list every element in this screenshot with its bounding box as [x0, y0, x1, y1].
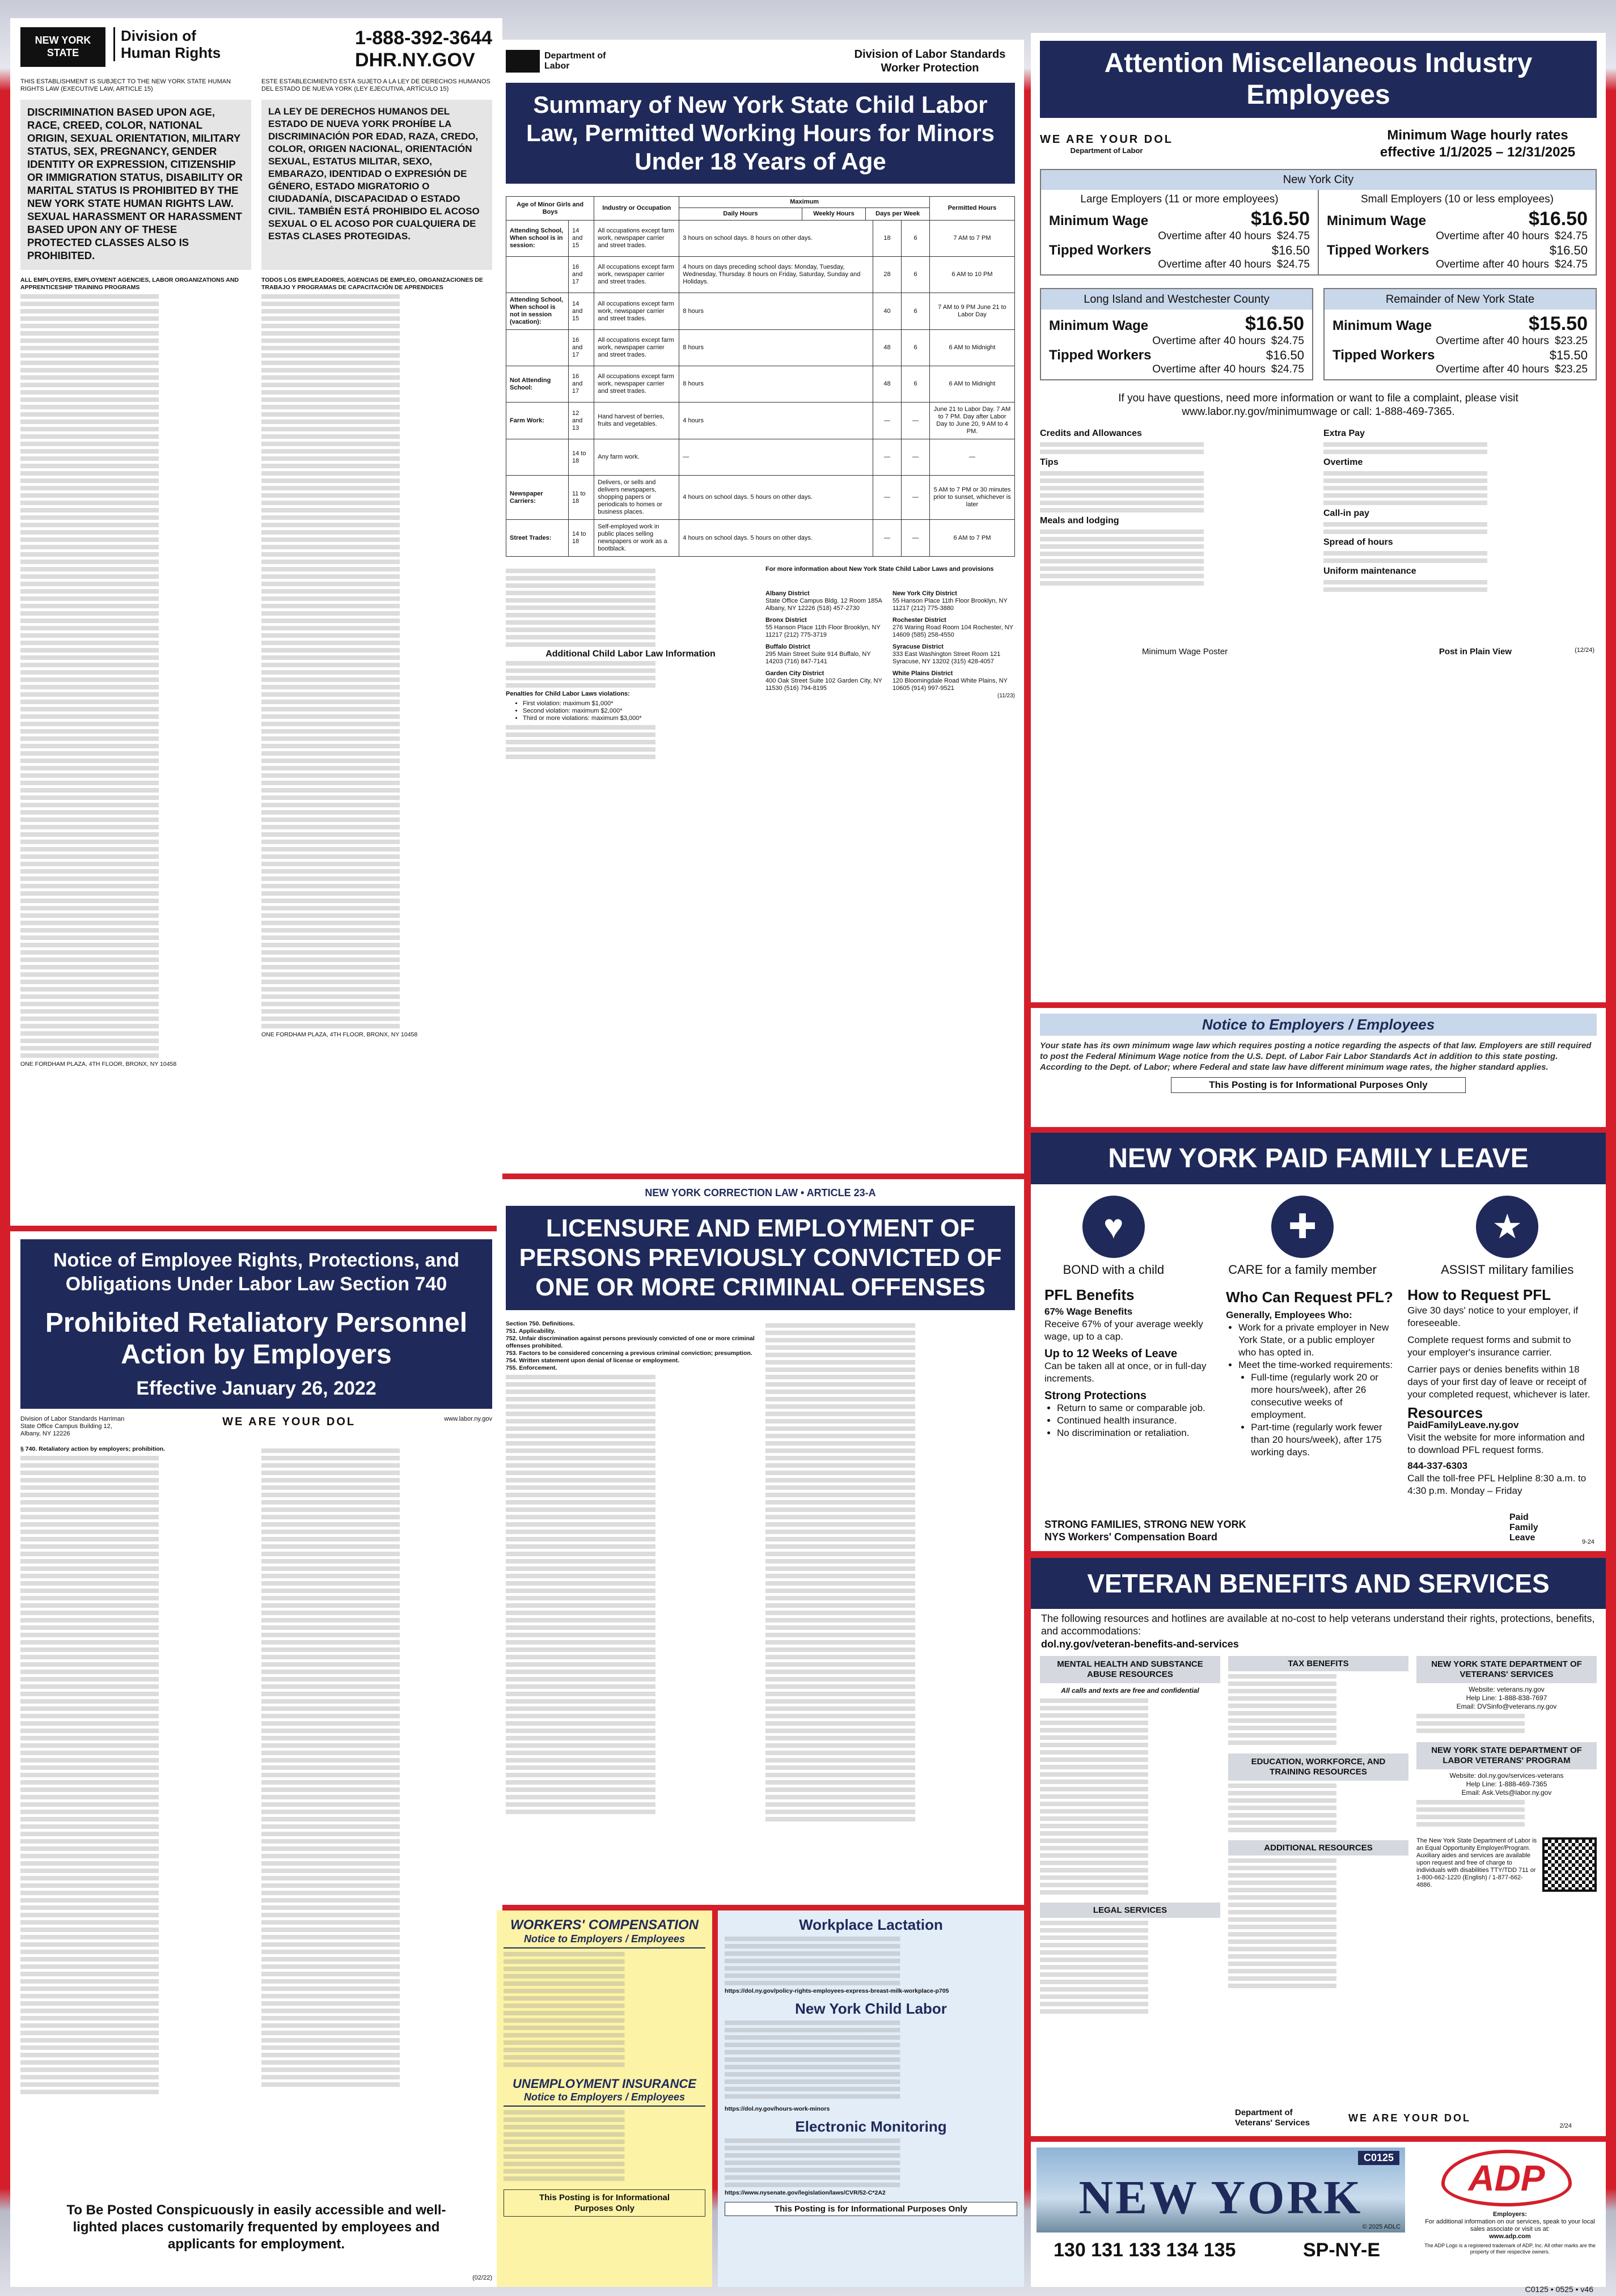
table-cell	[506, 439, 569, 476]
we-are-your-dol: WE ARE YOUR DOL	[1040, 133, 1174, 146]
notice-foot: This Posting is for Informational Purposes Only	[1171, 1077, 1466, 1093]
table-row	[506, 476, 1015, 520]
district-office: White Plains District 120 Bloomingdale Road White Plains, NY 10605 (914) 997-9521	[892, 670, 1008, 692]
table-cell: 14 to 18	[569, 439, 594, 476]
bond-label: BOND with a child	[1063, 1263, 1165, 1277]
pfl-panel: NEW YORK PAID FAMILY LEAVE ♥ BOND with a child ✚ CARE for a family member ★ ASSIST military families PFL Benefits 67% Wage Benefits Receive 67% of your average weekly wage, up to a cap. Up to 12 Weeks of Leave Can be taken all at once, or in full-day increments. Strong Protections • Return to same or comparable job. • Continued health insurance. • No discrimination or retaliation. Who Can Request PFL? Generally, Employees Who: • Work for a private employer in New York State, or a public employer who has opted in. • Meet the time-worked requirements: • Full-time (regularly work 20 or more hours/week), after 26 consecutive weeks of employment. • Part-time (regularly work fewer than 20 hours/week), after 175 working days. How to Request PFL Give 30 days' notice to your employer, if foreseeable. Complete request forms and submit to your employer's insurance carrier. Carrier pays or denies benefits within 18 days of your first day of leave or receipt of your completed request, whichever is later. Resources PaidFamilyLeave.ny.gov Visit the website for more information and to download PFL request forms. 844-337-6303 Call the toll-free PFL Helpline 8:30 a.m. to 4:30 p.m. Monday – Friday STRONG FAMILIES, STRONG NEW YORK NYS Workers' Compensation Board Paid Family Leave 9-24	[1031, 1133, 1606, 1551]
version-code: C0125 • 0525 • v46	[1525, 2285, 1593, 2294]
table-cell: Any farm work.	[594, 439, 679, 476]
form-code: C0125	[1358, 2151, 1399, 2165]
district-office: Syracuse District 333 East Washington Street Room 121 Syracuse, NY 13202 (315) 428-4057	[892, 643, 1001, 665]
table-cell: 40	[873, 293, 902, 330]
penalties-title: Penalties for Child Labor Laws violations:	[506, 691, 630, 697]
table-cell	[506, 257, 569, 293]
hr-body-es: TODOS LOS EMPLEADORES, AGENCIAS DE EMPLEO, ORGANIZACIONES DE TRABAJO Y PROGRAMAS DE CAPACITACIÓN DE APRENDICES ONE FORDHAM PLAZA, 4TH FLOOR, BRONX, NY 10458	[261, 277, 492, 1161]
rest-box	[1323, 288, 1597, 380]
table-cell: 11 to 18	[569, 476, 594, 520]
table-row	[506, 439, 1015, 476]
table-cell: —	[930, 439, 1015, 476]
740-notice: Notice of Employee Rights, Protections, and Obligations Under Labor Law Section 740	[53, 1249, 459, 1295]
table-cell: 48	[873, 330, 902, 366]
correction-law-panel: NEW YORK CORRECTION LAW • ARTICLE 23-A LICENSURE AND EMPLOYMENT OF PERSONS PREVIOUSLY CONVICTED OF ONE OR MORE CRIMINAL OFFENSES Section 750. Definitions. 751. Applicability. 752. Unfair discrimination against persons previously convicted of one or more criminal offenses prohibited. 753. Factors to be considered concerning a previous criminal conviction; presumption. 754. Written statement upon denial of license or employment. 755. Enforcement.	[497, 1179, 1024, 1905]
human-rights-panel	[10, 18, 502, 1226]
footer-brand-panel: C0125 NEW YORK © 2025 ADLC 130 131 133 134 135 SP-NY-E ADP Employers: For additional information on our services, speak to your local sales associate or visit us at: www.adp.com The ADP Logo is a registered trademark of ADP, Inc. All other marks are the property of their respective owners.	[1031, 2142, 1606, 2287]
table-cell: Hand harvest of berries, fruits and vegetables.	[594, 403, 679, 439]
table-cell: Delivers, or sells and delivers newspapers, shopping papers or periodicals to homes or business places.	[594, 476, 679, 520]
table-cell: 8 hours	[679, 366, 873, 403]
wage-box-li: Minimum Wage $16.50 Overtime after 40 hours $24.75 Tipped Workers $16.50 Overtime after 40 hours $24.75	[1049, 313, 1304, 375]
table-cell: Farm Work:	[506, 403, 569, 439]
credits-title: Credits and Allowances	[1040, 429, 1142, 438]
care-icon: ✚	[1271, 1196, 1334, 1258]
hr-phone: 1-888-392-3644	[355, 27, 492, 49]
table-cell: 4 hours	[679, 403, 873, 439]
table-cell: —	[873, 520, 902, 557]
misc-date: (12/24)	[1575, 647, 1594, 654]
table-cell: Attending School, When school is not in session (vacation):	[506, 293, 569, 330]
electronic-url[interactable]: https://www.nysenate.gov/legislation/laws/CVR/52-C*2A2	[725, 2189, 886, 2196]
adp-url[interactable]: www.adp.com	[1489, 2233, 1531, 2240]
ny-state-logo: NEW YORK STATE	[20, 27, 105, 67]
table-cell: —	[902, 403, 930, 439]
extra-pay-title: Extra Pay	[1323, 429, 1365, 438]
district-office: Buffalo District 295 Main Street Suite 914 Buffalo, NY 14203 (716) 847-7141	[765, 643, 871, 665]
misc-title: Attention Miscellaneous Industry Employees	[1040, 41, 1597, 118]
district-office: Garden City District 400 Oak Street Suite 102 Garden City, NY 11530 (516) 794-8195	[765, 670, 882, 692]
poster-label: Minimum Wage Poster	[1142, 647, 1228, 656]
table-cell: 6	[902, 366, 930, 403]
workers-comp-panel: WORKERS' COMPENSATION Notice to Employers / Employees UNEMPLOYMENT INSURANCE Notice to Employers / Employees This Posting is for Informational Purposes Only	[497, 1910, 712, 2287]
veteran-panel: VETERAN BENEFITS AND SERVICES The following resources and hotlines are available at no-cost to help veterans understand their rights, protections, benefits, and accommodations: dol.ny.gov/veteran-benefits-and-services MENTAL HEALTH AND SUBSTANCE ABUSE RESOURCES All calls and texts are free and confidential LEGAL SERVICES TAX BENEFITS EDUCATION, WORKFORCE, AND TRAINING RESOURCES ADDITIONAL RESOURCES NEW YORK STATE DEPARTMENT OF VETERANS' SERVICES Website: veterans.ny.gov Help Line: 1-888-838-7697 Email: DVSinfo@veterans.ny.gov NEW YORK STATE DEPARTMENT OF LABOR VETERANS' PROGRAM Website: dol.ny.gov/services-veterans Help Line: 1-888-469-7365 Email: Ask.Vets@labor.ny.gov The New York State Department of Labor is an Equal Opportunity Employer/Program. Auxiliary aides and services are available upon request and free of charge to individuals with disabilities TTY/TDD 711 or 1-800-662-1220 (English) / 1-877-662-4886. Department of Veterans' Services WE ARE YOUR DOL 2/24	[1031, 1558, 1606, 2136]
table-cell: —	[902, 439, 930, 476]
pfl-title: NEW YORK PAID FAMILY LEAVE	[1031, 1133, 1606, 1184]
table-cell: 16 and 17	[569, 330, 594, 366]
state-name: NEW YORK	[1078, 2171, 1363, 2224]
nyc-label: New York City	[1041, 170, 1596, 190]
li-label: Long Island and Westchester County	[1041, 289, 1312, 310]
table-row	[506, 520, 1015, 557]
740-url[interactable]: www.labor.ny.gov	[444, 1416, 492, 1422]
dol-division: Division of Labor Standards Worker Protection	[854, 48, 1006, 74]
heart-icon: ♥	[1082, 1196, 1145, 1258]
table-cell: All occupations except farm work, newspaper carrier and street trades.	[594, 221, 679, 257]
table-cell: —	[873, 476, 902, 520]
hr-body-en: ALL EMPLOYERS, EMPLOYMENT AGENCIES, LABOR ORGANIZATIONS AND APPRENTICESHIP TRAINING PROGRAMS ONE FORDHAM PLAZA, 4TH FLOOR, BRONX, NY 10458	[20, 277, 251, 1161]
table-cell: 6	[902, 330, 930, 366]
hr-subtitle-en: THIS ESTABLISHMENT IS SUBJECT TO THE NEW YORK STATE HUMAN RIGHTS LAW (EXECUTIVE LAW, ARTICLE 15)	[20, 78, 231, 92]
pfl-logo: Paid Family Leave	[1509, 1513, 1538, 1543]
qr-code[interactable]	[1542, 1837, 1597, 1892]
dvs-logo: Department of Veterans' Services	[1235, 2108, 1310, 2128]
table-cell: Newspaper Carriers:	[506, 476, 569, 520]
table-cell: 14 to 18	[569, 520, 594, 557]
table-cell: —	[679, 439, 873, 476]
penalty-item: • Third or more violations: maximum $3,000*	[523, 715, 755, 722]
district-office: New York City District 55 Hanson Place 11th Floor Brooklyn, NY 11217 (212) 775-3880	[892, 590, 1008, 612]
table-row	[506, 330, 1015, 366]
nyc-box	[1040, 169, 1597, 276]
table-cell: 4 hours on days preceding school days: Monday, Tuesday, Wednesday, Thursday. 8 hours on Friday, Saturday, Sunday and Holidays.	[679, 257, 873, 293]
table-cell: 6	[902, 221, 930, 257]
notice-title: Notice to Employers / Employees	[1040, 1014, 1597, 1036]
veteran-url[interactable]: dol.ny.gov/veteran-benefits-and-services	[1041, 1638, 1239, 1650]
table-cell: 4 hours on school days. 5 hours on other days.	[679, 476, 873, 520]
misc-info-line: If you have questions, need more information or want to file a complaint, please visit www.labor.ny.gov/minimumwage or call: 1-888-469-7365.	[1118, 392, 1518, 418]
table-row	[506, 293, 1015, 330]
table-cell: 14 and 15	[569, 221, 594, 257]
child-labor-table: Age of Minor Girls and Boys Industry or Occupation Maximum Daily Hours Weekly Hours Days per Week Permitted Hours Attending School, When school is in session: 14 and 15 All occupations except farm work, newspaper carrier and street trades. 3 hours on school days. 8 hours on other days. 18 6 7 AM to 7 PM 16 and 17 All occupations except farm work, newspaper carrier and street trades. 4 hours on days preceding school days: Monday, Tuesday, Wednesday, Thursday. 8 hours on Friday, Saturday, Sunday and Holidays. 28 6 6 AM to 10 PM Attending School, When school is not in session (vacation): 14 and 15 All occupations except farm work, newspaper carrier and street trades. 8 hours 40 6 7 AM to 9 PM June 21 to Labor Day 16 and 17 All occupations except farm work, newspaper carrier and street trades. 8 hours 48 6 6 AM to Midnight Not Attending School: 16 and 17 All occupations except farm work, newspaper carrier and street trades. 8 hours 48 6 6 AM to Midnight Farm Work: 12 and 13 Hand harvest of berries, fruits and vegetables. 4 hours — — June 21 to Labor Day. 7 AM to 7 PM. Day after Labor Day to June 20, 9 AM to 4 PM. 14 to 18 Any farm work. — — — — Newspaper Carriers: 11 to 18 Delivers, or sells and delivers newspapers, shopping papers or periodicals to homes or business places. 4 hours on school days. 5 hours on other days. — — 5 AM to 7 PM or 30 minutes prior to sunset, whichever is later Street Trades: 14 to 18 Self-employed work in public places selling newspapers or work as a bootblack. 4 hours on school days. 5 hours on other days. — — 6 AM to 7 PM	[506, 196, 1015, 557]
table-cell: 6 AM to Midnight	[930, 330, 1015, 366]
hr-subtitle-es: ESTE ESTABLECIMIENTO ESTÁ SUJETO A LA LEY DE DERECHOS HUMANOS DEL ESTADO DE NUEVA YORK (LEY EJECUTIVA, ARTÍCULO 15)	[261, 78, 490, 92]
addl-info-title: Additional Child Labor Law Information	[545, 649, 716, 659]
table-cell: 16 and 17	[569, 366, 594, 403]
dol-label: Department of Labor	[544, 51, 606, 71]
plain-view-label: Post in Plain View	[1439, 647, 1512, 656]
wage-box-small: Small Employers (10 or less employees) Minimum Wage $16.50 Overtime after 40 hours $24.75 Tipped Workers $16.50 Overtime after 40 hours $24.75	[1327, 193, 1588, 270]
table-row	[506, 403, 1015, 439]
district-office: Bronx District 55 Hanson Place 11th Floor Brooklyn, NY 11217 (212) 775-3719	[765, 617, 881, 638]
table-cell: 7 AM to 7 PM	[930, 221, 1015, 257]
we-are-your-dol: WE ARE YOUR DOL	[1348, 2112, 1471, 2124]
misc-industry-panel: Attention Miscellaneous Industry Employees WE ARE YOUR DOL Department of Labor Minimum Wage hourly rates effective 1/1/2025 – 12/31/2025 New York City Large Employers (11 or more employees) Minimum Wage $16.50 Overtime after 40 hours $24.75 Tipped Workers $16.50 Overtime after 40 hours $24.75 Small Employers (10 or less employees) Minimum Wage $16.50 Overtime after 40 hours $24.75 Tipped Workers $16.50 Overtime after 40 hours $24.75 Long Island and Westchester County Minimum Wage $16.50 Overtime after 40 hours $24.75 Tipped Workers $16.50 Overtime after 40 hours $24.75 Remainder of New York State Minimum Wage $15.50 Overtime after 40 hours $23.25 Tipped Workers $15.50 Overtime after 40 hours $23.25 If you have questions, need more information or want to file a complaint, please visit www.labor.ny.gov/minimumwage or call: 1-888-469-7365. Credits and Allowances Tips Meals and lodging Extra Pay Overtime Call-in pay Spread of hours Uniform maintenance Minimum Wage Poster Post in Plain View (12/24)	[1031, 33, 1606, 1002]
more-info-title: For more information about New York State Child Labor Laws and provisions	[765, 566, 994, 573]
child-labor-panel	[497, 40, 1024, 1174]
740-footer: To Be Posted Conspicuously in easily accessible and well-lighted places customarily frequented by employees and applicants for employment.	[66, 2202, 446, 2252]
table-cell: 6	[902, 257, 930, 293]
lactation-title: Workplace Lactation	[799, 1916, 943, 1933]
electronic-title: Electronic Monitoring	[795, 2118, 947, 2135]
table-cell: Self-employed work in public places selling newspapers or work as a bootblack.	[594, 520, 679, 557]
740-effective: Effective January 26, 2022	[136, 1378, 376, 1399]
table-cell: 28	[873, 257, 902, 293]
wage-box-large: Large Employers (11 or more employees) Minimum Wage $16.50 Overtime after 40 hours $24.75 Tipped Workers $16.50 Overtime after 40 hours $24.75	[1041, 190, 1319, 274]
veteran-title: VETERAN BENEFITS AND SERVICES	[1031, 1558, 1606, 1609]
table-cell: All occupations except farm work, newspaper carrier and street trades.	[594, 293, 679, 330]
care-label: CARE for a family member	[1228, 1263, 1377, 1277]
table-cell: 8 hours	[679, 293, 873, 330]
table-cell: —	[902, 476, 930, 520]
table-cell: 7 AM to 9 PM June 21 to Labor Day	[930, 293, 1015, 330]
labor-740-panel: Notice of Employee Rights, Protections, and Obligations Under Labor Law Section 740 Prohibited Retaliatory Personnel Action by Employers Effective January 26, 2022 Division of Labor Standards Harriman State Office Campus Building 12, Albany, NY 12226 WE ARE YOUR DOL www.labor.ny.gov § 740. Retaliatory action by employers; prohibition. To Be Posted Conspicuously in easily accessible and well-lighted places customarily frequented by employees and applicants for employment. (02/22)	[10, 1231, 502, 2287]
table-cell: 3 hours on school days. 8 hours on other days.	[679, 221, 873, 257]
lactation-url[interactable]: https://dol.ny.gov/policy-rights-employees-express-breast-milk-workplace-p705	[725, 1988, 949, 1994]
pfl-website[interactable]: PaidFamilyLeave.ny.gov	[1407, 1420, 1519, 1430]
hr-box-es: LA LEY DE DERECHOS HUMANOS DEL ESTADO DE NUEVA YORK PROHÍBE LA DISCRIMINACIÓN POR EDAD, RAZA, CREDO, COLOR, ORIGEN NACIONAL, ORIENTACIÓN SEXUAL, ESTATUS MILITAR, SEXO, EMBARAZO, IDENTIDAD O EXPRESIÓN DE GÉNERO, ESTADO MIGRATORIO O CIUDADANÍA, DISCAPACIDAD O ESTADO CIVIL. TAMBIÉN ESTÁ PROHIBIDO EL ACOSO SEXUAL O EL ACOSO POR CUALQUIERA DE ESTAS CLASES PROTEGIDAS.	[261, 100, 492, 270]
table-cell: Attending School, When school is in session:	[506, 221, 569, 257]
table-cell: —	[873, 439, 902, 476]
740-title: Prohibited Retaliatory Personnel Action by Employers	[45, 1308, 468, 1370]
cl-date: (11/23)	[997, 693, 1015, 699]
penalty-item: • Second violation: maximum $2,000*	[523, 708, 755, 715]
rate-title: Minimum Wage hourly rates effective 1/1/2025 – 12/31/2025	[1380, 128, 1576, 160]
lactation-panel: Workplace Lactation https://dol.ny.gov/policy-rights-employees-express-breast-milk-workplace-p705 New York Child Labor https://dol.ny.gov/hours-work-minors Electronic Monitoring https://www.nysenate.gov/legislation/laws/CVR/52-C*2A2 This Posting is for Informational Purposes Only	[718, 1910, 1024, 2287]
adp-logo: ADP	[1441, 2150, 1572, 2206]
table-cell: 8 hours	[679, 330, 873, 366]
form-numbers: 130 131 133 134 135	[1054, 2239, 1236, 2261]
ny-state-logo	[506, 50, 540, 73]
correction-title: LICENSURE AND EMPLOYMENT OF PERSONS PREVIOUSLY CONVICTED OF ONE OR MORE CRIMINAL OFFENSES	[506, 1206, 1015, 1310]
table-row	[506, 257, 1015, 293]
li-box	[1040, 288, 1313, 380]
table-cell: 14 and 15	[569, 293, 594, 330]
table-cell: All occupations except farm work, newspaper carrier and street trades.	[594, 330, 679, 366]
district-office: Rochester District 276 Waring Road Room 104 Rochester, NY 14609 (585) 258-4550	[892, 617, 1013, 638]
rest-label: Remainder of New York State	[1325, 289, 1596, 310]
table-cell: 6 AM to Midnight	[930, 366, 1015, 403]
table-cell: Not Attending School:	[506, 366, 569, 403]
table-cell: All occupations except farm work, newspaper carrier and street trades.	[594, 366, 679, 403]
table-cell: —	[873, 403, 902, 439]
table-cell: —	[902, 520, 930, 557]
table-cell: 4 hours on school days. 5 hours on other days.	[679, 520, 873, 557]
notice-employers-panel	[1031, 1008, 1606, 1127]
child-labor-title: Summary of New York State Child Labor Law, Permitted Working Hours for Minors Under 18 Years of Age	[506, 83, 1015, 184]
correction-header: NEW YORK CORRECTION LAW • ARTICLE 23-A	[645, 1187, 876, 1198]
table-cell: 12 and 13	[569, 403, 594, 439]
ny-child-labor-title: New York Child Labor	[795, 2000, 947, 2017]
notice-body: Your state has its own minimum wage law which requires posting a notice regarding the aspects of that law. Employers are still required to post the Federal Minimum Wage notice from the U.S. Dept. of Labor Fair Labor Standards Act in addition to this state posting. According to the Dept. of Labor; where Federal and state law have different minimum wage rates, the higher standard applies.	[1040, 1041, 1592, 1072]
hr-box-en: DISCRIMINATION BASED UPON AGE, RACE, CREED, COLOR, NATIONAL ORIGIN, SEXUAL ORIENTATION, MILITARY STATUS, SEX, PREGNANCY, GENDER IDENTITY OR EXPRESSION, CITIZENSHIP OR IMMIGRATION STATUS, DISABILITY OR MARITAL STATUS IS PROHIBITED BY THE NEW YORK STATE HUMAN RIGHTS LAW. SEXUAL HARASSMENT OR HARASSMENT BASED UPON ANY OF THESE PROTECTED CLASSES ALSO IS PROHIBITED.	[20, 100, 251, 270]
hr-website[interactable]: DHR.NY.GOV	[355, 49, 475, 71]
table-cell: All occupations except farm work, newspaper carrier and street trades.	[594, 257, 679, 293]
child-labor-url[interactable]: https://dol.ny.gov/hours-work-minors	[725, 2106, 830, 2112]
table-row	[506, 366, 1015, 403]
table-cell: 16 and 17	[569, 257, 594, 293]
district-office: Albany District State Office Campus Bldg. 12 Room 185A Albany, NY 12226 (518) 457-2730	[765, 590, 882, 612]
table-cell: 48	[873, 366, 902, 403]
penalty-item: • First violation: maximum $1,000*	[523, 700, 755, 708]
wc-title: WORKERS' COMPENSATION	[510, 1917, 699, 1933]
table-cell: 6	[902, 293, 930, 330]
flag-icon: ★	[1476, 1196, 1538, 1258]
table-cell: 6 AM to 10 PM	[930, 257, 1015, 293]
table-cell: 18	[873, 221, 902, 257]
table-cell	[506, 330, 569, 366]
division-name: Division of Human Rights	[113, 27, 227, 61]
table-cell: June 21 to Labor Day. 7 AM to 7 PM. Day after Labor Day to June 20, 9 AM to 4 PM.	[930, 403, 1015, 439]
table-row	[506, 221, 1015, 257]
ui-title: UNEMPLOYMENT INSURANCE	[513, 2077, 696, 2091]
table-cell: Street Trades:	[506, 520, 569, 557]
assist-label: ASSIST military families	[1441, 1263, 1574, 1277]
table-cell: 5 AM to 7 PM or 30 minutes prior to sunset, whichever is later	[930, 476, 1015, 520]
dol-logo: Department of Labor	[1070, 146, 1143, 155]
table-cell: 6 AM to 7 PM	[930, 520, 1015, 557]
sku: SP-NY-E	[1303, 2239, 1381, 2261]
wage-box-rest: Minimum Wage $15.50 Overtime after 40 hours $23.25 Tipped Workers $15.50 Overtime after 40 hours $23.25	[1332, 313, 1588, 375]
